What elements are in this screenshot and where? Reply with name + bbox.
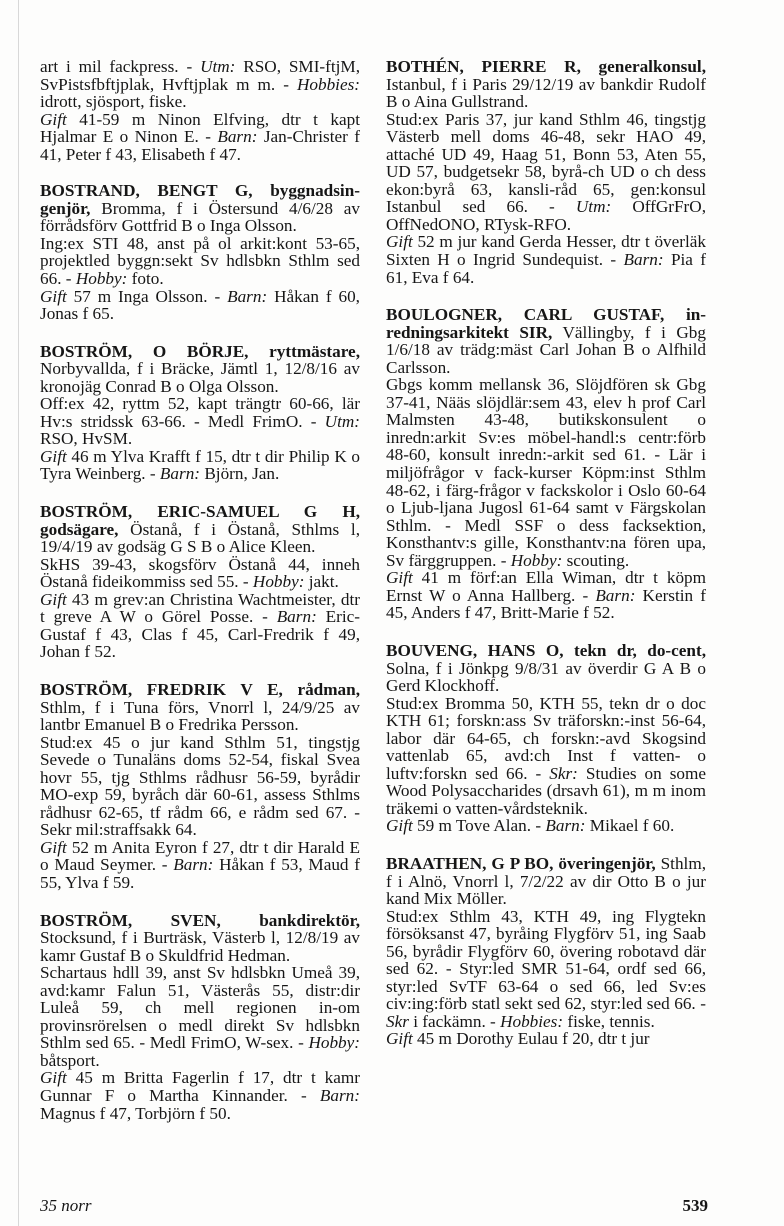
entry-bouveng-hans [386,642,706,835]
entry-paragraph [40,556,360,591]
entry-name-title: BOSTRÖM, FREDRIK V E, rådman, [40,679,360,699]
text-run: art i mil fackpress. - [40,57,201,76]
italic-label: Gift [40,837,67,857]
italic-label: Hobby: [252,572,305,592]
text-run: Vällingby, f i Gbg 1/6/18 av trädg:mäst Carl Johan B o Alfhild Carlsson. [386,322,706,377]
italic-label: Gift [40,109,67,129]
signature-mark: 35 norr [40,1196,92,1215]
text-run: Eric-Gustaf f 43, Clas f 45, Carl-Fredrik f 49, Johan f 52. [40,607,360,662]
entry-name-title: BOTHÉN, PIERRE R, generalkonsul, [386,57,706,76]
entry-paragraph [40,235,360,288]
italic-label: Utm: [200,57,236,76]
entry-braathen-g-p-bo [386,855,706,1048]
text-run: Gbgs komm mellansk 36, Slöjdfören sk Gbg 37-41, Nääs slöjdlär:sem 43, elev h prof Carl Malmsten 43-48, butikskonsulent o inredn:arkit Sv:es möbel-handl:s centr:förb 48-60, konsult inredn:-arkit sed 61. - Lär i miljöfrågor v fack-kurser Köpm:inst Sthlm 48-62, i färg-frågor v fackskolor i Oslo 60-64 o Ljub-ljana Jugosl 61-64 samt v Färgskolan Sthlm. - Medl SSF o dess facksektion, Konsthantv:s gille, Konsthantv:na fören upa, Sv färggruppen. - [386,375,706,570]
italic-label: Gift [386,816,413,836]
italic-label: Gift [40,589,67,609]
entry-paragraph [40,288,360,323]
text-run: fiske, tennis. [563,1011,655,1031]
text-run: Björn, Jan. [200,464,280,484]
entry-paragraph [40,591,360,661]
text-run: Kerstin f 45, Anders f 47, Britt-Marie f 52. [386,585,706,623]
text-run: Pia f 61, Eva f 64. [386,250,706,287]
text-run: Norbyvallda, f i Bräcke, Jämtl 1, 12/8/16 av kronojäg Conrad B o Olga Olsson. [40,359,360,396]
entry-name-title: BOSTRAND, BENGT G, byggnadsin-genjör, [40,181,360,218]
text-run: Istanbul, f i Paris 29/12/19 av bankdir Rudolf B o Aina Gullstrand. [386,74,706,112]
entry-paragraph [40,448,360,483]
text-run: SkHS 39-43, skogsförv Östanå 44, inneh Östanå fideikommiss sed 55. - [40,554,360,592]
text-run: Studies on some Wood Polysaccharides (drsavh 61), m m inom träkemi o vatten-vårdsteknik. [386,763,706,818]
entry-heading-paragraph [386,58,706,111]
text-run: foto. [127,269,164,289]
text-run: Håkan f 60, Jonas f 65. [40,286,360,324]
text-run: RSO, SMI-ftjM, SvPistsfbftjplak, Hvftjplak m m. - [40,57,360,94]
entry-paragraph [40,964,360,1069]
italic-label: Utm: [575,197,612,217]
text-run: OffGrFrO, OffNedONO, RTysk-RFO. [386,197,706,234]
italic-label: Hobby: [308,1033,360,1053]
text-run: Stud:ex Sthlm 43, KTH 49, ing Flygtekn försöksanst 47, byråing Flygförv 51, ing Saab 56, byrådir Flygförv 60, övering robotavd där sed 62. - Styr:led SMR 51-64, ordf sed 66, styr:led SvTF 63-64 o sed 66, led Sv:es civ:ing:förb statl sekt sed 62, styr:led sed 66. - [386,906,706,1014]
italic-label: Barn: [623,250,664,270]
italic-label: Barn: [159,464,201,484]
entry-name-title: BOUVENG, HANS O, tekn dr, do-cent, [386,640,706,660]
italic-label: Barn: [319,1085,360,1105]
entry-heading-paragraph [40,681,360,734]
text-run: jakt. [304,572,339,592]
right-column [386,58,706,1068]
entry-paragraph [40,111,360,164]
text-run: Sthlm, f i Alnö, Vnorrl l, 7/2/22 av dir Otto B o jur kand Mix Möller. [386,853,706,909]
text-run: Ing:ex STI 48, anst på ol arkit:kont 53-65, projektled byggn:sekt Sv hdlsbkn Sthlm sed 66. - [40,233,360,289]
entry-bostrom-fredrik [40,681,360,892]
entry-paragraph [386,376,706,569]
entry-name-title: BRAATHEN, G P BO, överingenjör, [386,853,656,873]
italic-label: Hobbies: [500,1011,564,1031]
text-run: 43 m grev:an Christina Wachtmeister, dtr t greve A W o Görel Posse. - [40,589,360,627]
text-run: i fackämn. - [408,1011,501,1031]
text-run: Magnus f 47, Torbjörn f 50. [40,1103,231,1123]
italic-label: Utm: [324,411,360,431]
text-run: Stud:ex 45 o jur kand Sthlm 51, tingstjg Sevede o Tunaläns doms 52-54, fiskal Svea hovr 55, tjg Sthlms rådhusr 56-59, byrådir MO-exp 59, byråch där 60-61, assess Sthlms rådhusr 62-65, tf rådm 66, e rådm sed 67. - Sekr mil:straffsakk 64. [40,732,360,840]
entry-bostrand-bengt [40,182,360,322]
entry-paragraph [40,734,360,839]
text-run: Bromma, f i Östersund 4/6/28 av förrådsförv Gottfrid B o Inga Olsson. [40,198,360,236]
text-run: Mikael f 60. [585,816,675,836]
entry-heading-paragraph [386,642,706,695]
italic-label: Gift [40,446,67,466]
text-run: båtsport. [40,1050,100,1070]
entry-paragraph [386,569,706,622]
italic-label: Skr: [549,763,578,783]
text-run: Sthlm, f i Tuna förs, Vnorrl l, 24/9/25 av lantbr Emanuel B o Fredrika Persson. [40,697,360,735]
entry-heading-paragraph [40,182,360,235]
entry-continuation [40,58,360,163]
entry-bostrom-sven [40,912,360,1123]
entry-paragraph [386,233,706,286]
text-run: 59 m Tove Alan. - [412,816,546,836]
entry-bostrom-o-borje [40,343,360,483]
text-run: 41 m förf:an Ella Wiman, dtr t köpm Ernst W o Anna Hallberg. - [386,568,706,605]
page-number: 539 [682,1196,708,1215]
italic-label: Skr [386,1011,409,1031]
italic-label: Barn: [173,855,214,875]
text-run: Stocksund, f i Burträsk, Västerb l, 12/8/19 av kamr Gustaf B o Skuldfrid Hedman. [40,928,360,965]
text-run: Håkan f 53, Maud f 55, Ylva f 59. [40,855,360,892]
italic-label: Gift [40,1068,67,1088]
entry-paragraph [386,695,706,818]
page-edge-shadow [18,0,19,1226]
italic-label: Gift [386,232,413,252]
left-column [40,58,360,1142]
text-run: Jan-Christer f 41, Peter f 43, Elisabeth f 47. [40,127,360,164]
text-run: 45 m Dorothy Eulau f 20, dtr t jur [412,1029,650,1049]
italic-label: Barn: [545,816,586,836]
entry-paragraph [40,1069,360,1122]
text-run: idrott, sjösport, fiske. [40,92,187,112]
entry-paragraph [386,817,706,835]
text-run: Stud:ex Paris 37, jur kand Sthlm 46, tingstjg Västerb mell doms 46-48, sekr HAO 49, attaché UD 49, Haag 51, Bonn 53, Aten 55, UD 57, budgetsekr 58, byrå-ch UD o ch dess ekon:byrå 63, kansli-råd 65, gen:konsul Istanbul sed 66. - [386,109,706,217]
text-run: Stud:ex Bromma 50, KTH 55, tekn dr o doc KTH 61; forskn:ass Sv träforskn:-inst 56-64, labor där 64-65, ch forskn:-avd Skogsind vattenlab 65, avd:ch Inst f vatten- o luftv:forskn sed 66. - [386,693,706,783]
entry-heading-paragraph [40,503,360,556]
italic-label: Barn: [595,585,636,605]
entry-heading-paragraph [386,306,706,376]
entry-bostrom-eric-samuel [40,503,360,661]
entry-paragraph [40,395,360,448]
text-run: 52 m Anita Eyron f 27, dtr t dir Harald E o Maud Seymer. - [40,837,360,875]
entry-name-title: BOSTRÖM, O BÖRJE, ryttmästare, [40,341,360,361]
italic-label: Barn: [276,607,317,627]
entry-heading-paragraph [40,58,360,111]
text-run: Schartaus hdll 39, anst Sv hdlsbkn Umeå 39, avd:kamr Falun 51, Västerås 55, distr:dir Luleå 59, ch mell regionen in-om provinsrörelsen o medl direkt Sv hdlsbkn Sthlm sed 65. - Medl FrimO, W-sex. - [40,963,360,1053]
entry-name-title: BOULOGNER, CARL GUSTAF, in-redningsarkitekt SIR, [386,305,706,342]
text-run: 52 m jur kand Gerda Hesser, dtr t överläk Sixten H o Ingrid Sundequist. - [386,232,706,270]
text-run: 41-59 m Ninon Elfving, dtr t kapt Hjalmar E o Ninon E. - [40,109,360,147]
text-run: Östanå, f i Östanå, Sthlms l, 19/4/19 av godsäg G S B o Alice Kleen. [40,519,360,557]
italic-label: Hobby: [510,550,563,570]
text-run: 57 m Inga Olsson. - [66,286,228,306]
text-run: Solna, f i Jönkpg 9/8/31 av överdir G A B o Gerd Klockhoff. [386,658,706,696]
italic-label: Gift [40,286,67,306]
entry-heading-paragraph [40,343,360,396]
entry-heading-paragraph [40,912,360,965]
entry-name-title: BOSTRÖM, ERIC-SAMUEL G H, godsägare, [40,502,360,539]
entry-heading-paragraph [386,855,706,908]
italic-label: Barn: [227,286,268,306]
italic-label: Hobbies: [296,74,360,94]
text-run: Off:ex 42, ryttm 52, kapt trängtr 60-66, lär Hv:s stridssk 63-66. - Medl FrimO. - [40,394,360,431]
italic-label: Gift [386,1029,413,1049]
entry-bothen-pierre [386,58,706,286]
italic-label: Barn: [217,127,258,147]
entry-paragraph [386,908,706,1031]
entry-paragraph [386,111,706,234]
italic-label: Hobby: [75,269,128,289]
text-run: scouting. [562,550,630,570]
text-run: 46 m Ylva Krafft f 15, dtr t dir Philip K o Tyra Weinberg. - [40,446,360,484]
entry-boulogner-carl [386,306,706,622]
text-run: RSO, HvSM. [40,429,133,449]
text-run: 45 m Britta Fagerlin f 17, dtr t kamr Gunnar F o Martha Kinnander. - [40,1068,360,1105]
entry-name-title: BOSTRÖM, SVEN, bankdirektör, [40,910,360,930]
entry-paragraph [386,1030,706,1048]
entry-paragraph [40,839,360,892]
italic-label: Gift [386,568,413,588]
